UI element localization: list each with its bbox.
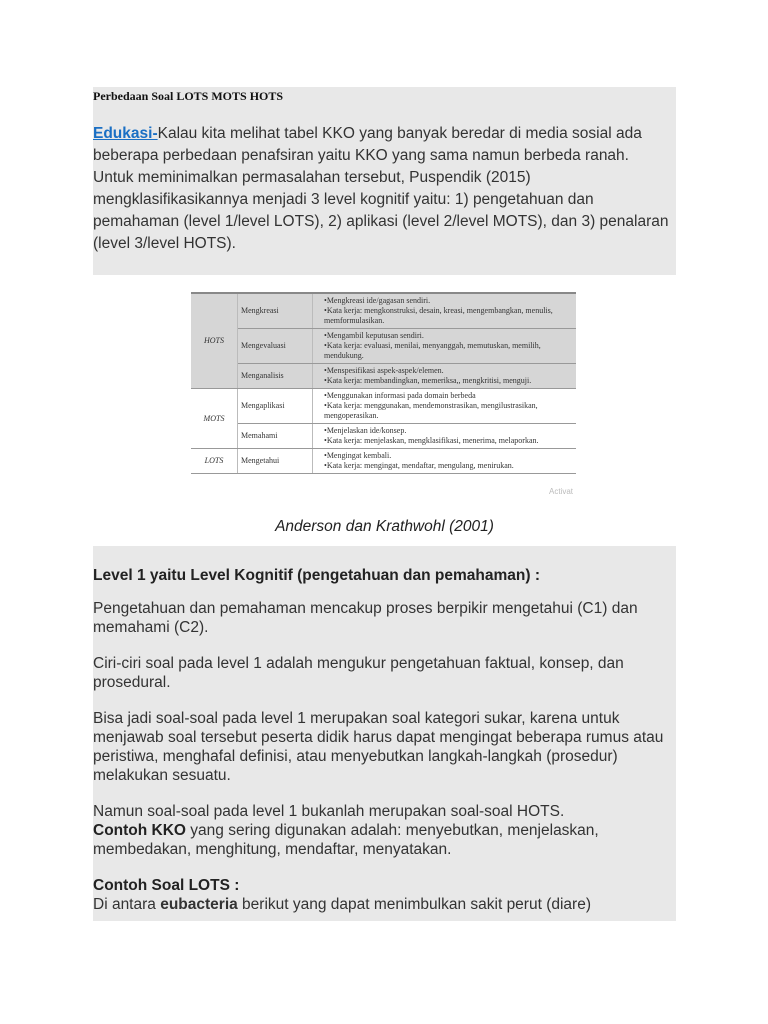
description-cell: [313, 364, 577, 389]
body-paragraph: Pengetahuan dan pemahaman mencakup proses berpikir mengetahui (C1) dan memahami (C2).: [93, 600, 638, 636]
verb-cell: Mengetahui: [238, 449, 313, 474]
list-item: • Menggunakan informasi pada domain berbeda: [324, 391, 573, 401]
description-cell: [313, 389, 577, 424]
section-heading: Level 1 yaitu Level Kognitif (pengetahuan dan pemahaman) :: [93, 567, 540, 584]
table-row: [191, 329, 576, 364]
intro-paragraph-2: Untuk meminimalkan permasalahan tersebut, Puspendik (2015) mengklasifikasikannya menjadi 3 level kognitif yaitu: 1) pengetahuan dan pemahaman (level 1/level LOTS), 2) aplikasi (level 2/level MOTS), dan 3) penalaran (level 3/level HOTS).: [93, 169, 669, 252]
kko-label: Contoh KKO: [93, 822, 186, 839]
description-cell: [313, 293, 577, 329]
level-hots: HOTS: [191, 293, 238, 389]
table-row: [191, 364, 576, 389]
verb-cell: Mengevaluasi: [238, 329, 313, 364]
body-paragraph: Bisa jadi soal-soal pada level 1 merupakan soal kategori sukar, karena untuk menjawab soal tersebut peserta didik harus dapat mengingat beberapa rumus atau peristiwa, menghafal definisi, atau menyebutkan langkah-langkah (prosedur) melakukan sesuatu.: [93, 710, 664, 784]
description-cell: [313, 424, 577, 449]
list-item: • Kata kerja: mengingat, mendaftar, mengulang, menirukan.: [324, 461, 573, 471]
list-item: • Mengingat kembali.: [324, 451, 573, 461]
body-paragraph: Ciri-ciri soal pada level 1 adalah mengukur pengetahuan faktual, konsep, dan prosedural.: [93, 655, 624, 691]
list-item: • Menjelaskan ide/konsep.: [324, 426, 573, 436]
table-row: [191, 389, 576, 424]
list-item: • Mengkreasi ide/gagasan sendiri.: [324, 296, 573, 306]
body-paragraph: [93, 821, 676, 859]
body-paragraph: Namun soal-soal pada level 1 bukanlah merupakan soal-soal HOTS.: [93, 803, 565, 820]
table-row: [191, 293, 576, 329]
taxonomy-table: [191, 292, 576, 474]
example-text-pre: Di antara: [93, 896, 161, 913]
activation-watermark: Activat: [549, 487, 574, 496]
list-item: • Menspesifikasi aspek-aspek/elemen.: [324, 366, 573, 376]
taxonomy-table-image: [191, 292, 576, 510]
verb-cell: Mengkreasi: [238, 293, 313, 329]
table-caption: Anderson dan Krathwohl (2001): [275, 518, 494, 535]
verb-cell: Memahami: [238, 424, 313, 449]
list-item: • Kata kerja: membandingkan, memeriksa,, mengkritisi, menguji.: [324, 376, 573, 386]
table-row: [191, 449, 576, 474]
list-item: • Kata kerja: mengkonstruksi, desain, kreasi, mengembangkan, menulis, memformulasikan.: [324, 306, 573, 326]
intro-section: [93, 107, 676, 275]
edukasi-link[interactable]: Edukasi-: [93, 125, 158, 142]
intro-paragraph-1: [93, 107, 676, 167]
list-item: • Mengambil keputusan sendiri.: [324, 331, 573, 341]
example-text-post: berikut yang dapat menimbulkan sakit perut (diare): [237, 896, 591, 913]
list-item: • Kata kerja: menjelaskan, mengklasifikasi, menerima, melaporkan.: [324, 436, 573, 446]
example-text-bold: eubacteria: [160, 896, 238, 913]
page-title: Perbedaan Soal LOTS MOTS HOTS: [93, 87, 676, 107]
list-item: • Kata kerja: evaluasi, menilai, menyanggah, memutuskan, memilih, mendukung.: [324, 341, 573, 361]
description-cell: [313, 449, 577, 474]
example-question: [93, 895, 676, 914]
description-cell: [313, 329, 577, 364]
level-lots: LOTS: [191, 449, 238, 474]
list-item: • Kata kerja: menggunakan, mendemonstrasikan, mengilustrasikan, mengoperasikan.: [324, 401, 573, 421]
example-heading: Contoh Soal LOTS :: [93, 877, 240, 894]
intro-paragraph-1-text: Kalau kita melihat tabel KKO yang banyak beredar di media sosial ada beberapa perbedaan penafsiran yaitu KKO yang sama namun berbeda ranah.: [93, 125, 642, 164]
level-mots: MOTS: [191, 389, 238, 449]
verb-cell: Mengaplikasi: [238, 389, 313, 424]
table-row: [191, 424, 576, 449]
verb-cell: Menganalisis: [238, 364, 313, 389]
level-1-section: [93, 546, 676, 921]
kko-text: yang sering digunakan adalah: menyebutkan, menjelaskan, membedakan, menghitung, mendaftar, menyatakan.: [93, 822, 599, 858]
